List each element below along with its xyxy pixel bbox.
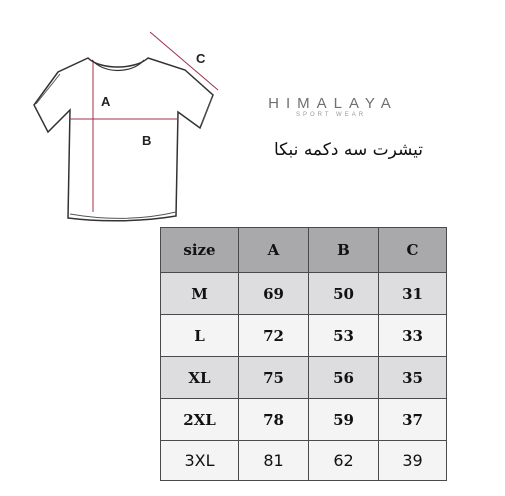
cell-a: 69 [239, 273, 309, 315]
cell-c: 31 [379, 273, 447, 315]
cell-b: 50 [309, 273, 379, 315]
header-a: A [239, 228, 309, 273]
cell-size: M [161, 273, 239, 315]
cell-size: 3XL [161, 441, 239, 481]
label-b: B [142, 133, 152, 148]
cell-a: 72 [239, 315, 309, 357]
tshirt-diagram [0, 0, 240, 235]
label-a: A [101, 94, 111, 109]
header-b: B [309, 228, 379, 273]
size-table [160, 227, 447, 481]
header-size: size [161, 228, 239, 273]
tshirt-outline-icon [0, 0, 240, 235]
cell-b: 59 [309, 399, 379, 441]
table-row [161, 315, 447, 357]
cell-size: XL [161, 357, 239, 399]
brand-logo [248, 95, 418, 118]
cell-b: 62 [309, 441, 379, 481]
cell-a: 75 [239, 357, 309, 399]
label-c: C [196, 51, 206, 66]
brand-name: HIMALAYA [268, 95, 398, 112]
table-row [161, 273, 447, 315]
table-row [161, 399, 447, 441]
cell-size: 2XL [161, 399, 239, 441]
cell-size: L [161, 315, 239, 357]
cell-c: 33 [379, 315, 447, 357]
cell-b: 53 [309, 315, 379, 357]
cell-b: 56 [309, 357, 379, 399]
brand-subtitle: SPORT WEAR [295, 112, 367, 118]
cell-c: 39 [379, 441, 447, 481]
header-c: C [379, 228, 447, 273]
product-title: تیشرت سه دکمه نبکا [273, 140, 423, 160]
table-row [161, 357, 447, 399]
cell-a: 81 [239, 441, 309, 481]
table-header-row [161, 228, 447, 273]
cell-c: 35 [379, 357, 447, 399]
table-row [161, 441, 447, 481]
cell-c: 37 [379, 399, 447, 441]
cell-a: 78 [239, 399, 309, 441]
